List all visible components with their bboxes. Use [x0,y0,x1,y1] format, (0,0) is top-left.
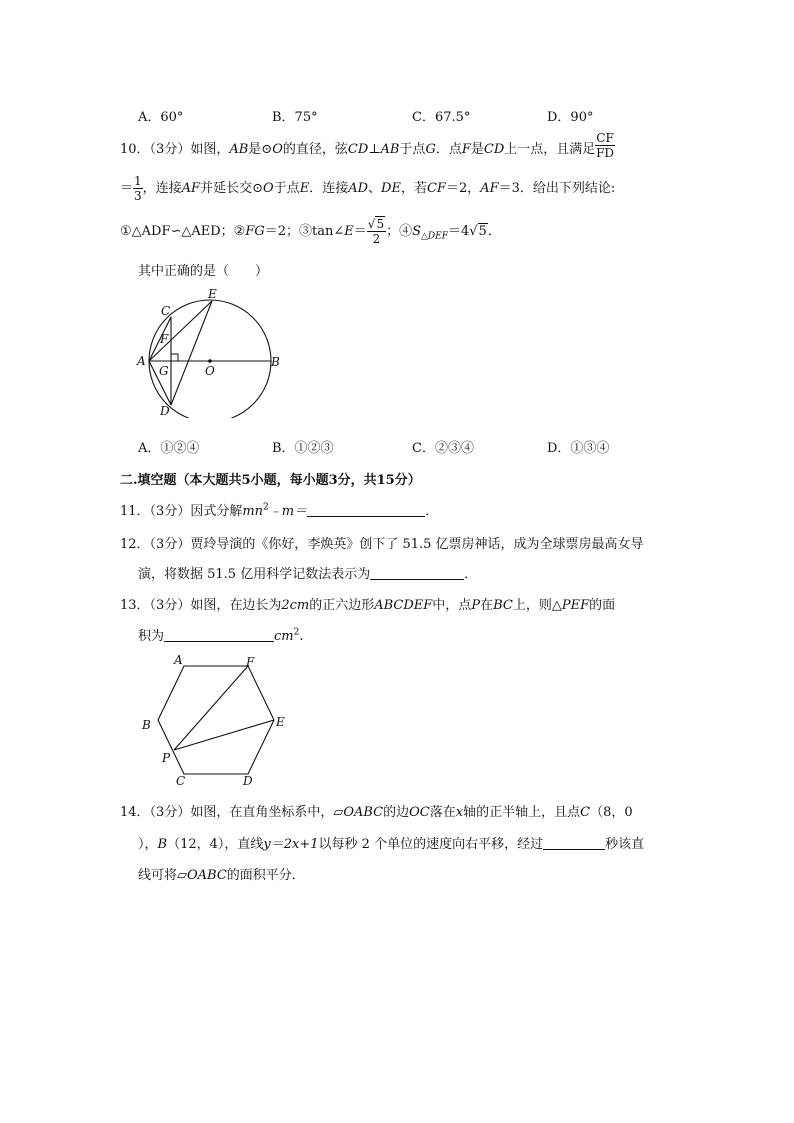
line-de [171,301,212,405]
q10-option-a: A．①②④ [138,441,200,456]
label-a: A [137,354,146,368]
q10-option-d: D．①③④ [547,441,610,456]
label-g: G [159,364,169,378]
label-d: D [160,404,170,418]
q9-option-d: D．90° [547,110,594,125]
q13-answer-blank [164,627,274,642]
q10-question: 其中正确的是（ ） [138,264,269,279]
q11-answer-blank [307,502,425,517]
q14-line3: 线可将▱OABC的面积平分． [138,868,305,883]
q10-option-c: C．②③④ [412,441,474,456]
q12-line1: 12．（3分）贾玲导演的《你好，李焕英》创下了 51.5 亿票房神话，成为全球票房最高女导 [120,537,644,552]
label-b: B [142,718,151,732]
q10-line1: 10．（3分）如图，AB是⊙O的直径，弦CD⊥AB于点G．点F是CD上一点，且满足 $\frac{CF}{FD}$ [120,131,615,160]
label-f: F [246,655,255,669]
q13-hexagon-figure [136,652,296,790]
label-d: D [243,774,253,788]
label-e: E [208,287,217,301]
q10-option-b: B．①②③ [272,441,334,456]
q9-option-c: C．67.5° [412,110,471,125]
center-dot [208,359,212,363]
q10-circle-figure [130,282,290,418]
q13-line1: 13．（3分）如图，在边长为2cm的正六边形ABCDEF中，点P在BC上，则△PEF的面 [120,598,616,613]
line-ae [149,301,212,361]
q14-line2: ），B（12，4），直线y＝2x+1以每秒 2 个单位的速度向右平移，经过 秒该直 [138,837,645,852]
q9-option-a: A．60° [138,110,184,125]
q10-conclusions: ①△ADF∽△AED；②FG＝2；③tan∠E＝ $\frac{√5}{2}$ ；$④S_{\triangle DEF}=4√5$． [120,217,501,246]
label-o: O [205,364,215,378]
label-c: C [176,774,186,788]
right-angle-mark [171,354,178,361]
q11: 11．（3分）因式分解$mn^2﹣m=$ ． [120,502,439,519]
q10-line2: ＝ $\frac{1}{3}$ ，连接AF并延长交⊙O于点E．连接AD、DE，若CF＝2，AF＝3．给出下列结论: [120,174,616,203]
q13-line2: 积为 $cm^2$. [138,627,304,644]
q12-answer-blank [370,565,464,580]
label-c: C [161,304,171,318]
segment-pe [174,720,274,750]
label-f: F [160,332,169,346]
segment-pf [174,666,248,750]
q14-line1: 14．（3分）如图，在直角坐标系中，▱OABC的边OC落在x轴的正半轴上，且点C（8，0 [120,805,633,820]
q14-answer-blank [543,835,605,850]
q12-line2: 演，将数据 51.5 亿用科学记数法表示为 ． [138,567,478,582]
label-a: A [174,653,183,667]
q9-option-b: B．75° [272,110,318,125]
label-e: E [276,715,285,729]
section-heading: 二.填空题（本大题共5小题，每小题3分，共15分） [120,473,421,488]
label-p: P [162,751,171,765]
hexagon-abcdef [158,666,274,774]
label-b: B [271,355,280,369]
